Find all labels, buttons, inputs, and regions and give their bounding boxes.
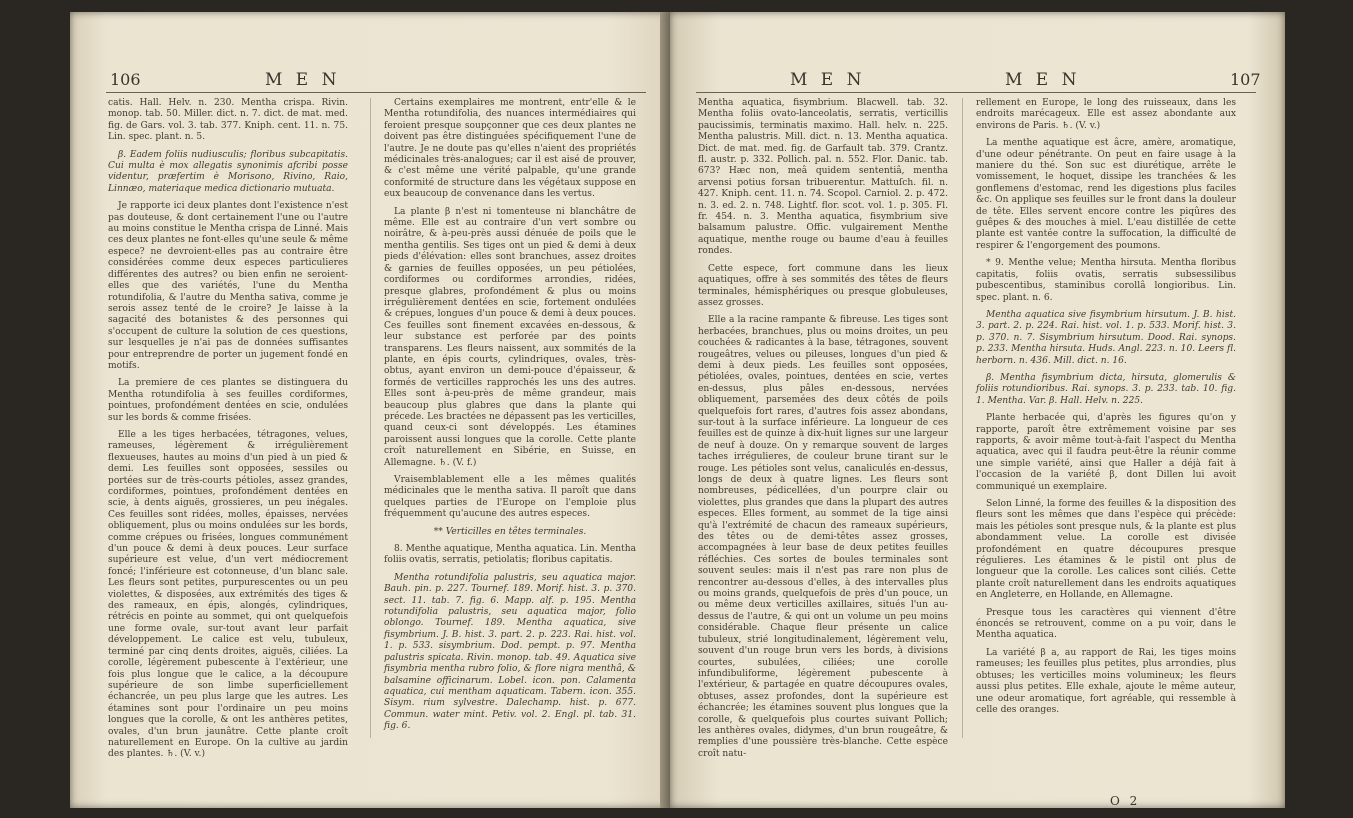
running-header-left: M E N	[265, 70, 341, 90]
paragraph: Elle a les tiges herbacées, tétragones, velues, rameuses, légèrement & irrégulièrement flexueuses, hautes au moins d'un pied à un pied & demi. Les feuilles sont opposées, sessiles ou portées sur de très-courts pétioles, assez grandes, cordiformes, pointues, profondément dentées en scie, à dents aiguës, grossieres, un peu inégales. Ces feuilles sont ridées, molles, épaisses, nervées obliquement, plus ou moins ondulées sur les bords, comme crépues ou frisées, longues communément d'un pouce & demi à deux pouces. Leur surface supérieure est velue, d'un vert médiocrement foncé; l'inférieure est cotonneuse, d'un blanc sale. Les fleurs sont petites, purpurescentes ou un peu violettes, & disposées, aux extrémités des tiges & des rameaux, en épis, alongés, cylindriques, rétrécis en pointe au sommet, qui ont quelquefois une forme ovale, sur-tout avant leur parfait développement. Le calice est velu, tubuleux, terminé par cinq dents droites, aiguës, ciliées. La corolle, légèrement pubescente à l'extérieur, une fois plus longue que le calice, a la découpure supérieure de son limbe superficiellement échancrée, un peu plus large que les autres. Les étamines sont pour l'ordinaire un peu moins longues que la corolle, & ont les anthères petites, ovales, d'un brun jaunâtre. Cette plante croît naturellement en Europe. On la cultive au jardin des plantes. ♄. (V. v.)	[108, 429, 348, 760]
paragraph: Selon Linné, la forme des feuilles & la disposition des fleurs sont les mêmes que dans l'espèce qui précède: mais les pétioles sont presque nuls, & la plante est plus abondamment velue. La corolle est divisée profondément en quatre découpures presque régulieres. Les étamines & le pistil ont plus de longueur que la corolle. Les calices sont ciliés. Cette plante croît naturellement dans les endroits aquatiques en Angleterre, en Hollande, en Allemagne.	[976, 499, 1236, 601]
running-header-right-2: M E N	[1005, 70, 1081, 90]
running-header-right: M E N	[790, 70, 866, 90]
paragraph: β. Mentha fisymbrium dicta, hirsuta, glomerulis & foliis rotundioribus. Rai. synops. 3. p. 233. tab. 10. fig. 1. Mentha. Var. β. Hall. Helv. n. 225.	[976, 372, 1236, 406]
paragraph: Mentha aquatica, fisymbrium. Blacwell. tab. 32. Mentha foliis ovato-lanceolatis, serratis, verticillis paucissimis, terminatis maximo. Hall. helv. n. 225. Mentha palustris. Mill. dict. n. 13. Mentha aquatica. Dict. de mat. med. fig. de Garfault tab. 379. Crantz. fl. austr. p. 332. Pollich. pal. n. 552. Flor. Danic. tab. 673? Hæc non, meâ quidem sententiâ, mentha arvensi potius forsan tribuerentur. Mattuſch. fil. n. 427. Kniph. cent. 11. n. 74. Scopol. Carniol. 2. p. 472. n. 3. ed. 2. n. 748. Lightf. flor. scot. vol. 1. p. 305. Fl. fr. 454. n. 3. Mentha aquatica, fisymbrium sive balsamum palustre. Offic. vulgairement Menthe aquatique, menthe rouge ou baume d'eau à feuilles rondes.	[698, 98, 948, 257]
column-separator-left	[370, 98, 371, 738]
entry-heading: 8. Menthe aquatique, Mentha aquatica. Lin. Mentha foliis ovatis, serratis, petiolatis; floribus capitatis.	[384, 544, 636, 566]
paragraph: Certains exemplaires me montrent, entr'elle & le Mentha rotundifolia, des nuances intermédiaires qui feroient presque soupçonner que ces deux plantes ne doivent pas être distinguées spécifiquement l'une de l'autre. Je ne doute pas qu'elles n'aient des propriétés médicinales très-analogues; car il est aisé de prouver, & c'est même une vérité palpable, qu'une grande conformité de structure dans les végétaux suppose en eux beaucoup de convenance dans les vertus.	[384, 98, 636, 200]
paragraph: rellement en Europe, le long des ruisseaux, dans les endroits marécageux. Elle est assez abondante aux environs de Paris. ♄. (V. v.)	[976, 98, 1236, 131]
paragraph: La variété β a, au rapport de Rai, les tiges moins rameuses; les feuilles plus petites, plus arrondies, plus obtuses; les verticilles moins volumineux; les fleurs aussi plus petites. Elle exhale, ajoute le même auteur, une odeur aromatique, fort agréable, qui ressemble à celle des oranges.	[976, 647, 1236, 715]
left-page-column-1	[108, 98, 348, 767]
paragraph: catis. Hall. Helv. n. 230. Mentha crispa. Rivin. monop. tab. 50. Miller. dict. n. 7. dict. de mat. med. fig. de Gars. vol. 3. tab. 377. Kniph. cent. 11. n. 75. Lin. spec. plant. n. 5.	[108, 98, 348, 143]
paragraph: Presque tous les caractères qui viennent d'être énoncés se retrouvent, comme on a pu voir, dans le Mentha aquatica.	[976, 607, 1236, 641]
paragraph: β. Eadem foliis nudiusculis; floribus subcapitatis. Cui multa è mox allegatis synonimis afcribi posse videntur, præfertim è Morisono, Rivino, Raio, Linnæo, materiaque medica dictionario mutuata.	[108, 149, 348, 194]
paragraph: La menthe aquatique est âcre, amère, aromatique, d'une odeur pénétrante. On peut en faire usage à la maniere du thé. Son suc est diurétique, arrête le vomissement, le hoquet, dissipe les tranchées & les gonflemens d'estomac, rend les digestions plus faciles &c. On applique ses feuilles sur le front dans la douleur de tête. Elles servent encore contre les piqûres des guêpes & des mouches à miel. L'eau distillée de cette plante est vantée contre la suffocation, la difficulté de respirer & l'engorgement des poumons.	[976, 138, 1236, 251]
signature-mark: O 2	[1110, 794, 1141, 808]
entry-heading: * 9. Menthe velue; Mentha hirsuta. Mentha floribus capitatis, foliis ovatis, serratis subsessilibus pubescentibus, staminibus corollâ longioribus. Lin. spec. plant. n. 6.	[976, 258, 1236, 303]
paragraph: La plante β n'est ni tomenteuse ni blanchâtre de même. Elle est au contraire d'un vert sombre ou noirâtre, & à-peu-près aussi dénuée de poils que le mentha gentilis. Ses tiges ont un pied & demi à deux pieds d'élévation: elles sont branchues, assez droites & garnies de feuilles opposées, un peu pétiolées, cordiformes ou cordiformes arrondies, ridées, presque glabres, profondément & plus ou moins irrégulièrement dentées en scie, fortement ondulées & crépues, longues d'un pouce & demi à deux pouces. Ces feuilles sont finement excavées en-dessous, & leur substance est perforée par des points transparens. Les fleurs naissent, aux sommités de la plante, en épis courts, cylindriques, ovales, très-obtus, ayant environ un demi-pouce d'épaisseur, & formés de verticilles rapprochés les uns des autres. Elles sont à-peu-près de même grandeur, mais beaucoup plus glabres que dans la plante qui précede. Les bractées ne dépassent pas les verticilles, quand ceux-ci sont développés. Les étamines paroissent aussi longues que la corolle. Cette plante croît naturellement en Sibérie, en Suisse, en Allemagne. ♄. (V. f.)	[384, 206, 636, 468]
paragraph: Je rapporte ici deux plantes dont l'existence n'est pas douteuse, & dont certainement l'une ou l'autre au moins constitue le Mentha crispa de Linné. Mais ces deux plantes ne font-elles qu'une seule & même espece? ne devroient-elles pas au contraire être considérées comme deux especes particulieres différentes des autres? ou bien enfin ne seroient-elles que des variétés, l'une du Mentha rotundifolia, & l'autre du Mentha sativa, comme je serois assez tenté de le croire? Je laisse à la sagacité des botanistes & des personnes qui s'occupent de culture la solution de ces questions, sur lesquelles je n'ai pas de données suffisantes pour entreprendre de porter un jugement fondé en motifs.	[108, 201, 348, 371]
paragraph: Mentha aquatica sive fisymbrium hirsutum. J. B. hist. 3. part. 2. p. 224. Rai. hist. vol. 1. p. 533. Morif. hist. 3. p. 370. n. 7. Sisymbrium hirsutum. Dood. Rai. synops. p. 233. Mentha hirsuta. Huds. Angl. 223. n. 10. Leers fl. herborn. n. 436. Mill. dict. n. 16.	[976, 309, 1236, 366]
section-heading: ** Verticilles en têtes terminales.	[433, 526, 587, 537]
right-page-column-1	[698, 98, 948, 766]
paragraph: La premiere de ces plantes se distinguera du Mentha rotundifolia à ses feuilles cordiformes, pointues, profondément dentées en scie, ondulées sur les bords & comme frisées.	[108, 378, 348, 423]
paragraph: Vraisemblablement elle a les mêmes qualités médicinales que le mentha sativa. Il paroît que dans quelques parties de l'Europe on l'emploie plus fréquemment qu'aucune des autres especes.	[384, 475, 636, 520]
paragraph: Mentha rotundifolia palustris, seu aquatica major. Bauh. pin. p. 227. Tournef. 189. Morif. hist. 3. p. 370. sect. 11. tab. 7. fig. 6. Mapp. alf. p. 195. Mentha rotundifolia palustris, seu aquatica major, folio oblongo. Tournef. 189. Mentha aquatica, sive fisymbrium. J. B. hist. 3. part. 2. p. 223. Rai. hist. vol. 1. p. 533. sisymbrium. Dod. pempt. p. 97. Mentha palustris spicata. Rivin. monop. tab. 49. Aquatica sive fisymbria mentha rubro folio, & flore nigra menthâ, & balsamine officinarum. Lobel. icon. pon. Calamenta aquatica, cui mentham aquaticam. Tabern. icon. 355. Sisym. rium sylvestre. Dalechamp. hist. p. 677. Commun. water mint. Petiv. vol. 2. Engl. pl. tab. 31. fig. 6.	[384, 572, 636, 732]
page-number-left: 106	[110, 70, 141, 89]
page-number-right: 107	[1230, 70, 1261, 89]
header-rule-right	[696, 92, 1256, 93]
header-rule-left	[106, 92, 646, 93]
paragraph: Elle a la racine rampante & fibreuse. Les tiges sont herbacées, branchues, plus ou moins droites, un peu couchées & radicantes à la base, tétragones, souvent rougeâtres, velues ou pileuses, longues d'un pied & demi à deux pieds. Les feuilles sont opposées, pétiolées, ovales, pointues, dentées en scie, vertes en-dessus, plus pâles en-dessous, nervées obliquement, parsemées des deux côtés de poils quelquefois fort rares, d'autres fois assez abondans, sur-tout à la surface inférieure. La longueur de ces feuilles est de quinze à dix-huit lignes sur une largeur de neuf à douze. On y remarque souvent de larges taches irrégulieres, de couleur brune tirant sur le rouge. Les pétioles sont velus, canaliculés en-dessus, longs de deux à quatre lignes. Les fleurs sont nombreuses, pédicellées, d'un pourpre clair ou violettes, plus grandes que dans la plupart des autres especes. Elles forment, au sommet de la tige ainsi qu'à l'extrémité de chacun des rameaux supérieurs, des têtes ou de demi-têtes assez grosses, accompagnées à leur base de deux petites feuilles réfléchies. Ces sortes de boules terminales sont souvent seules: mais il n'est pas rare non plus de rencontrer au-dessous d'elles, à des intervalles plus ou moins grands, quelquefois de près d'un pouce, un ou même deux verticilles axillaires, situés l'un au-dessus de l'autre, & qui ont un volume un peu moins considérable. Chaque fleur présente un calice tubuleux, strié longitudinalement, légèrement velu, souvent d'un rouge brun vers les bords, à divisions courtes, subulées, ciliées; une corolle infundibuliforme, légèrement pubescente à l'extérieur, & partagée en quatre découpures ovales, obtuses, assez profondes, dont la supérieure est échancrée; les étamines souvent plus longues que la corolle, & quelquefois plus courtes suivant Pollich; les anthères ovales, didymes, d'un brun rougeâtre, & remplies d'une poussière très-blanche. Cette espèce croît natu-	[698, 315, 948, 759]
right-page-column-2	[976, 98, 1236, 722]
paragraph: Cette espece, fort commune dans les lieux aquatiques, offre à ses sommités des têtes de fleurs terminales, hémisphériques ou presque globuleuses, assez grosses.	[698, 263, 948, 308]
right-page	[670, 12, 1285, 808]
left-page-column-2	[384, 98, 636, 739]
left-page	[70, 12, 682, 808]
paragraph: Plante herbacée qui, d'après les figures qu'on y rapporte, paroît être extrêmement voisine par ses rapports, & avoir même tout-à-fait l'aspect du Mentha aquatica, avec qui il faudra peut-être la réunir comme une simple variété, ainsi que Haller a déjà fait à l'occasion de la variété β, dont Dillen lui avoit communiqué un exemplaire.	[976, 413, 1236, 492]
column-separator-right	[962, 98, 963, 738]
